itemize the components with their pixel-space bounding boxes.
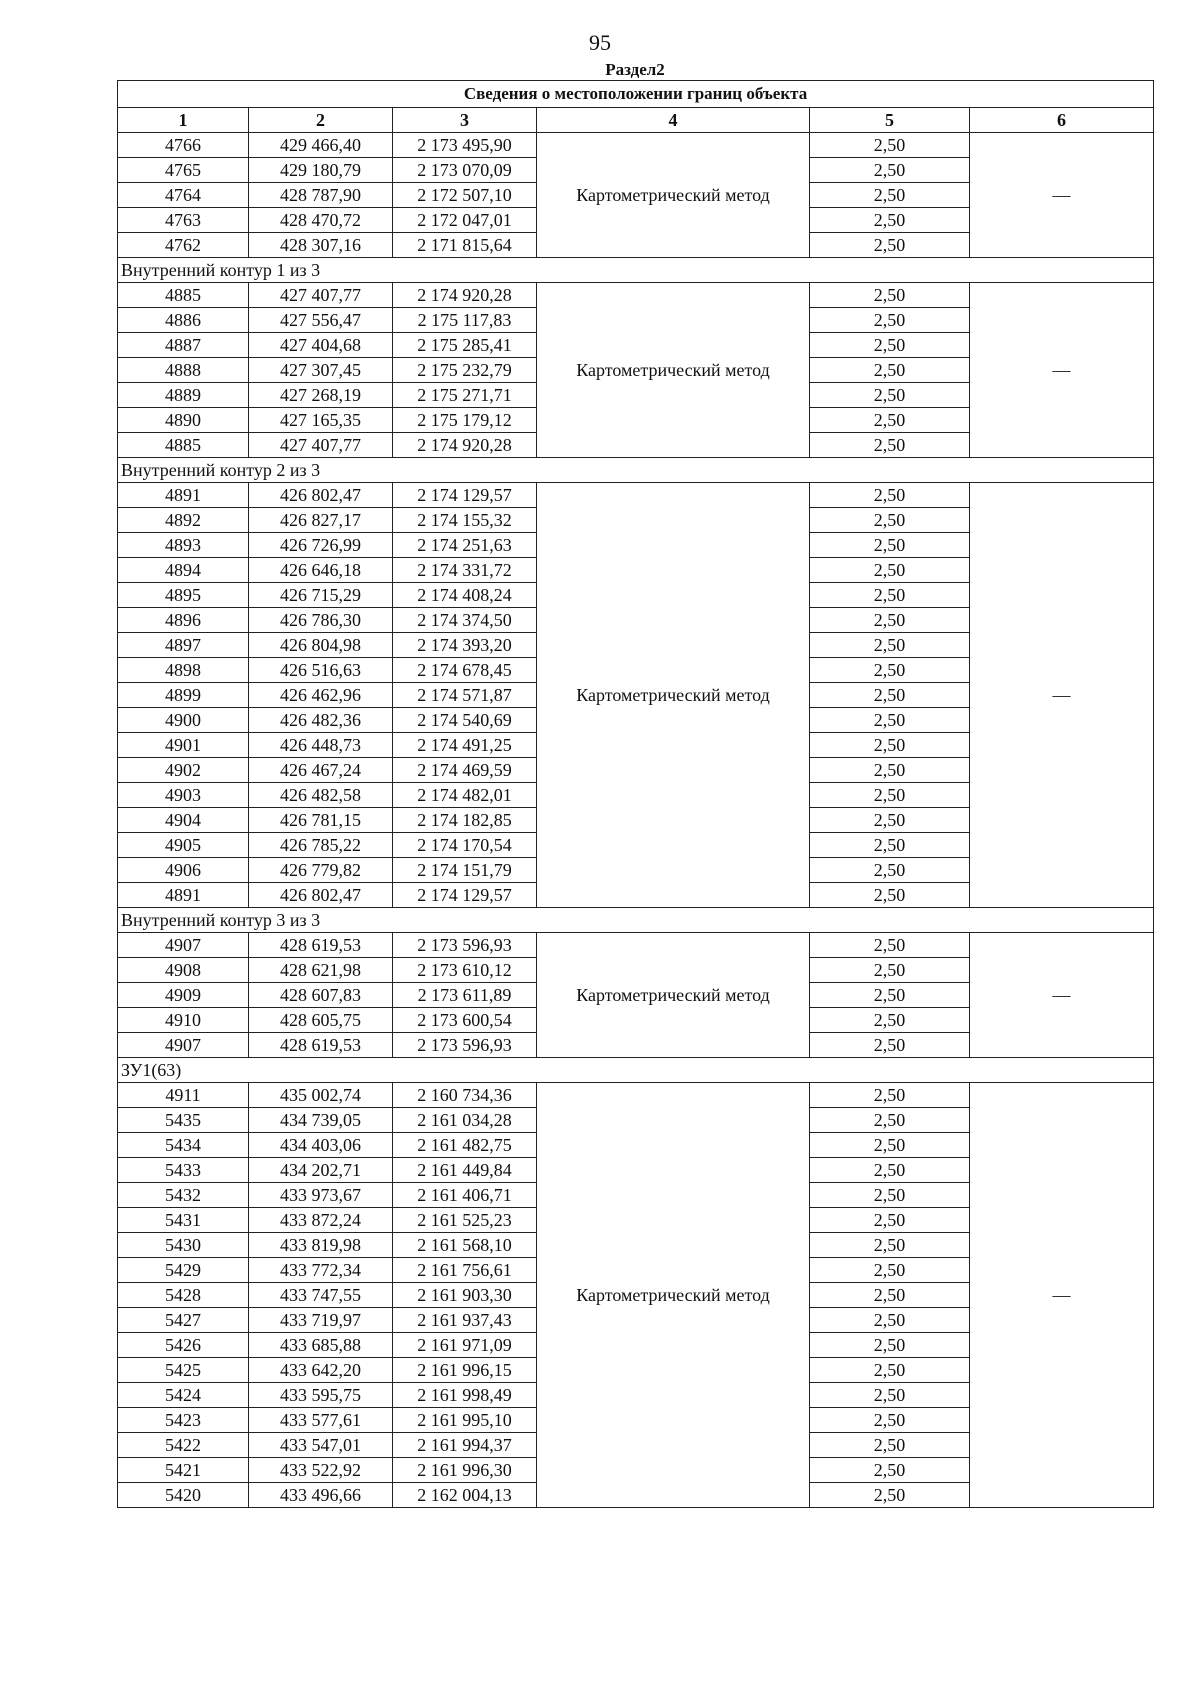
x-coordinate-cell: 426 802,47: [249, 883, 393, 908]
y-coordinate-cell: 2 161 903,30: [393, 1283, 537, 1308]
table-row: [118, 1083, 1154, 1108]
precision-cell: 2,50: [810, 1458, 970, 1483]
y-coordinate-cell: 2 174 540,69: [393, 708, 537, 733]
point-number-cell: 4766: [118, 133, 249, 158]
y-coordinate-cell: 2 161 995,10: [393, 1408, 537, 1433]
point-number-cell: 4896: [118, 608, 249, 633]
precision-cell: 2,50: [810, 1033, 970, 1058]
point-number-cell: 4762: [118, 233, 249, 258]
precision-cell: 2,50: [810, 1133, 970, 1158]
precision-cell: 2,50: [810, 508, 970, 533]
point-number-cell: 4895: [118, 583, 249, 608]
y-coordinate-cell: 2 172 507,10: [393, 183, 537, 208]
y-coordinate-cell: 2 161 406,71: [393, 1183, 537, 1208]
column-6-dash-cell: —: [970, 283, 1154, 458]
x-coordinate-cell: 428 619,53: [249, 933, 393, 958]
precision-cell: 2,50: [810, 158, 970, 183]
y-coordinate-cell: 2 172 047,01: [393, 208, 537, 233]
y-coordinate-cell: 2 161 034,28: [393, 1108, 537, 1133]
y-coordinate-cell: 2 174 251,63: [393, 533, 537, 558]
y-coordinate-cell: 2 174 170,54: [393, 833, 537, 858]
y-coordinate-cell: 2 175 285,41: [393, 333, 537, 358]
y-coordinate-cell: 2 174 678,45: [393, 658, 537, 683]
precision-cell: 2,50: [810, 1108, 970, 1133]
x-coordinate-cell: 427 268,19: [249, 383, 393, 408]
y-coordinate-cell: 2 171 815,64: [393, 233, 537, 258]
table-row: [118, 483, 1154, 508]
precision-cell: 2,50: [810, 383, 970, 408]
x-coordinate-cell: 433 642,20: [249, 1358, 393, 1383]
precision-cell: 2,50: [810, 608, 970, 633]
precision-cell: 2,50: [810, 808, 970, 833]
precision-cell: 2,50: [810, 583, 970, 608]
x-coordinate-cell: 427 307,45: [249, 358, 393, 383]
contour-group-label: Внутренний контур 3 из 3: [118, 908, 1154, 933]
contour-group-label: ЗУ1(63): [118, 1058, 1154, 1083]
point-number-cell: 5435: [118, 1108, 249, 1133]
x-coordinate-cell: 426 448,73: [249, 733, 393, 758]
point-number-cell: 5423: [118, 1408, 249, 1433]
point-number-cell: 4908: [118, 958, 249, 983]
x-coordinate-cell: 428 787,90: [249, 183, 393, 208]
point-number-cell: 5434: [118, 1133, 249, 1158]
method-cell: Картометрический метод: [537, 1083, 810, 1508]
y-coordinate-cell: 2 161 937,43: [393, 1308, 537, 1333]
x-coordinate-cell: 435 002,74: [249, 1083, 393, 1108]
y-coordinate-cell: 2 174 920,28: [393, 433, 537, 458]
x-coordinate-cell: 429 466,40: [249, 133, 393, 158]
y-coordinate-cell: 2 174 331,72: [393, 558, 537, 583]
x-coordinate-cell: 426 779,82: [249, 858, 393, 883]
y-coordinate-cell: 2 174 129,57: [393, 483, 537, 508]
precision-cell: 2,50: [810, 1208, 970, 1233]
x-coordinate-cell: 426 804,98: [249, 633, 393, 658]
column-6-dash-cell: —: [970, 483, 1154, 908]
precision-cell: 2,50: [810, 983, 970, 1008]
y-coordinate-cell: 2 162 004,13: [393, 1483, 537, 1508]
precision-cell: 2,50: [810, 1383, 970, 1408]
precision-cell: 2,50: [810, 433, 970, 458]
point-number-cell: 4889: [118, 383, 249, 408]
point-number-cell: 4887: [118, 333, 249, 358]
x-coordinate-cell: 428 605,75: [249, 1008, 393, 1033]
y-coordinate-cell: 2 160 734,36: [393, 1083, 537, 1108]
point-number-cell: 5432: [118, 1183, 249, 1208]
y-coordinate-cell: 2 161 482,75: [393, 1133, 537, 1158]
precision-cell: 2,50: [810, 358, 970, 383]
point-number-cell: 4765: [118, 158, 249, 183]
x-coordinate-cell: 426 646,18: [249, 558, 393, 583]
x-coordinate-cell: 428 619,53: [249, 1033, 393, 1058]
precision-cell: 2,50: [810, 1233, 970, 1258]
page-number: 95: [589, 30, 611, 55]
precision-cell: 2,50: [810, 958, 970, 983]
y-coordinate-cell: 2 161 568,10: [393, 1233, 537, 1258]
x-coordinate-cell: 427 165,35: [249, 408, 393, 433]
y-coordinate-cell: 2 174 408,24: [393, 583, 537, 608]
y-coordinate-cell: 2 173 596,93: [393, 1033, 537, 1058]
y-coordinate-cell: 2 161 756,61: [393, 1258, 537, 1283]
precision-cell: 2,50: [810, 333, 970, 358]
point-number-cell: 5431: [118, 1208, 249, 1233]
point-number-cell: 4901: [118, 733, 249, 758]
point-number-cell: 5420: [118, 1483, 249, 1508]
point-number-cell: 4897: [118, 633, 249, 658]
y-coordinate-cell: 2 174 920,28: [393, 283, 537, 308]
column-6-dash-cell: —: [970, 133, 1154, 258]
column-6-dash-cell: —: [970, 933, 1154, 1058]
point-number-cell: 5422: [118, 1433, 249, 1458]
contour-group-row: [118, 908, 1154, 933]
contour-group-row: [118, 1058, 1154, 1083]
column-6-dash-cell: —: [970, 1083, 1154, 1508]
contour-group-label: Внутренний контур 1 из 3: [118, 258, 1154, 283]
point-number-cell: 4906: [118, 858, 249, 883]
x-coordinate-cell: 426 781,15: [249, 808, 393, 833]
x-coordinate-cell: 428 470,72: [249, 208, 393, 233]
x-coordinate-cell: 426 482,36: [249, 708, 393, 733]
precision-cell: 2,50: [810, 758, 970, 783]
y-coordinate-cell: 2 175 117,83: [393, 308, 537, 333]
precision-cell: 2,50: [810, 1083, 970, 1108]
x-coordinate-cell: 434 739,05: [249, 1108, 393, 1133]
y-coordinate-cell: 2 161 449,84: [393, 1158, 537, 1183]
y-coordinate-cell: 2 161 525,23: [393, 1208, 537, 1233]
precision-cell: 2,50: [810, 1358, 970, 1383]
point-number-cell: 4890: [118, 408, 249, 433]
point-number-cell: 5421: [118, 1458, 249, 1483]
y-coordinate-cell: 2 161 996,30: [393, 1458, 537, 1483]
point-number-cell: 4900: [118, 708, 249, 733]
x-coordinate-cell: 428 607,83: [249, 983, 393, 1008]
precision-cell: 2,50: [810, 658, 970, 683]
point-number-cell: 4894: [118, 558, 249, 583]
precision-cell: 2,50: [810, 933, 970, 958]
x-coordinate-cell: 426 516,63: [249, 658, 393, 683]
y-coordinate-cell: 2 174 182,85: [393, 808, 537, 833]
x-coordinate-cell: 428 307,16: [249, 233, 393, 258]
y-coordinate-cell: 2 161 996,15: [393, 1358, 537, 1383]
table-row: [118, 133, 1154, 158]
precision-cell: 2,50: [810, 183, 970, 208]
x-coordinate-cell: 433 547,01: [249, 1433, 393, 1458]
y-coordinate-cell: 2 161 971,09: [393, 1333, 537, 1358]
x-coordinate-cell: 433 872,24: [249, 1208, 393, 1233]
column-header-2: 2: [249, 108, 393, 133]
x-coordinate-cell: 427 407,77: [249, 283, 393, 308]
y-coordinate-cell: 2 174 491,25: [393, 733, 537, 758]
point-number-cell: 4905: [118, 833, 249, 858]
point-number-cell: 4907: [118, 1033, 249, 1058]
point-number-cell: 4907: [118, 933, 249, 958]
x-coordinate-cell: 426 726,99: [249, 533, 393, 558]
precision-cell: 2,50: [810, 1408, 970, 1433]
table-row: [118, 283, 1154, 308]
y-coordinate-cell: 2 173 070,09: [393, 158, 537, 183]
precision-cell: 2,50: [810, 833, 970, 858]
point-number-cell: 5429: [118, 1258, 249, 1283]
precision-cell: 2,50: [810, 408, 970, 433]
precision-cell: 2,50: [810, 483, 970, 508]
x-coordinate-cell: 433 772,34: [249, 1258, 393, 1283]
y-coordinate-cell: 2 161 994,37: [393, 1433, 537, 1458]
x-coordinate-cell: 429 180,79: [249, 158, 393, 183]
x-coordinate-cell: 427 404,68: [249, 333, 393, 358]
y-coordinate-cell: 2 173 600,54: [393, 1008, 537, 1033]
point-number-cell: 4891: [118, 483, 249, 508]
point-number-cell: 4911: [118, 1083, 249, 1108]
precision-cell: 2,50: [810, 708, 970, 733]
point-number-cell: 5428: [118, 1283, 249, 1308]
table-body: [118, 133, 1154, 1508]
x-coordinate-cell: 434 202,71: [249, 1158, 393, 1183]
point-number-cell: 4903: [118, 783, 249, 808]
method-cell: Картометрический метод: [537, 283, 810, 458]
point-number-cell: 5424: [118, 1383, 249, 1408]
precision-cell: 2,50: [810, 1483, 970, 1508]
point-number-cell: 4885: [118, 283, 249, 308]
point-number-cell: 4891: [118, 883, 249, 908]
point-number-cell: 4893: [118, 533, 249, 558]
column-header-4: 4: [537, 108, 810, 133]
precision-cell: 2,50: [810, 1308, 970, 1333]
point-number-cell: 4898: [118, 658, 249, 683]
precision-cell: 2,50: [810, 783, 970, 808]
point-number-cell: 5433: [118, 1158, 249, 1183]
precision-cell: 2,50: [810, 1433, 970, 1458]
precision-cell: 2,50: [810, 733, 970, 758]
x-coordinate-cell: 426 715,29: [249, 583, 393, 608]
x-coordinate-cell: 433 973,67: [249, 1183, 393, 1208]
x-coordinate-cell: 433 719,97: [249, 1308, 393, 1333]
column-header-5: 5: [810, 108, 970, 133]
y-coordinate-cell: 2 161 998,49: [393, 1383, 537, 1408]
y-coordinate-cell: 2 173 495,90: [393, 133, 537, 158]
x-coordinate-cell: 433 522,92: [249, 1458, 393, 1483]
y-coordinate-cell: 2 174 571,87: [393, 683, 537, 708]
point-number-cell: 4904: [118, 808, 249, 833]
y-coordinate-cell: 2 173 610,12: [393, 958, 537, 983]
column-header-3: 3: [393, 108, 537, 133]
point-number-cell: 5426: [118, 1333, 249, 1358]
point-number-cell: 4764: [118, 183, 249, 208]
y-coordinate-cell: 2 173 596,93: [393, 933, 537, 958]
column-header-6: 6: [970, 108, 1154, 133]
y-coordinate-cell: 2 174 482,01: [393, 783, 537, 808]
contour-group-row: [118, 258, 1154, 283]
column-header-1: 1: [118, 108, 249, 133]
section-title: Раздел2: [605, 60, 665, 79]
point-number-cell: 4888: [118, 358, 249, 383]
point-number-cell: 4910: [118, 1008, 249, 1033]
x-coordinate-cell: 433 577,61: [249, 1408, 393, 1433]
y-coordinate-cell: 2 174 393,20: [393, 633, 537, 658]
point-number-cell: 4909: [118, 983, 249, 1008]
point-number-cell: 4902: [118, 758, 249, 783]
precision-cell: 2,50: [810, 683, 970, 708]
boundary-coordinates-table: [117, 80, 1154, 1508]
precision-cell: 2,50: [810, 533, 970, 558]
x-coordinate-cell: 426 785,22: [249, 833, 393, 858]
y-coordinate-cell: 2 174 374,50: [393, 608, 537, 633]
x-coordinate-cell: 433 685,88: [249, 1333, 393, 1358]
precision-cell: 2,50: [810, 558, 970, 583]
point-number-cell: 5427: [118, 1308, 249, 1333]
x-coordinate-cell: 433 747,55: [249, 1283, 393, 1308]
x-coordinate-cell: 433 819,98: [249, 1233, 393, 1258]
precision-cell: 2,50: [810, 283, 970, 308]
x-coordinate-cell: 426 462,96: [249, 683, 393, 708]
point-number-cell: 4899: [118, 683, 249, 708]
precision-cell: 2,50: [810, 233, 970, 258]
contour-group-label: Внутренний контур 2 из 3: [118, 458, 1154, 483]
precision-cell: 2,50: [810, 133, 970, 158]
y-coordinate-cell: 2 175 232,79: [393, 358, 537, 383]
point-number-cell: 4763: [118, 208, 249, 233]
point-number-cell: 4886: [118, 308, 249, 333]
y-coordinate-cell: 2 174 129,57: [393, 883, 537, 908]
method-cell: Картометрический метод: [537, 483, 810, 908]
precision-cell: 2,50: [810, 1283, 970, 1308]
method-cell: Картометрический метод: [537, 933, 810, 1058]
x-coordinate-cell: 433 496,66: [249, 1483, 393, 1508]
x-coordinate-cell: 428 621,98: [249, 958, 393, 983]
x-coordinate-cell: 426 802,47: [249, 483, 393, 508]
x-coordinate-cell: 426 786,30: [249, 608, 393, 633]
table-header: [118, 81, 1154, 133]
x-coordinate-cell: 434 403,06: [249, 1133, 393, 1158]
x-coordinate-cell: 427 556,47: [249, 308, 393, 333]
x-coordinate-cell: 427 407,77: [249, 433, 393, 458]
point-number-cell: 4885: [118, 433, 249, 458]
precision-cell: 2,50: [810, 633, 970, 658]
point-number-cell: 5425: [118, 1358, 249, 1383]
y-coordinate-cell: 2 175 179,12: [393, 408, 537, 433]
table-caption: Сведения о местоположении границ объекта: [118, 81, 1154, 108]
contour-group-row: [118, 458, 1154, 483]
y-coordinate-cell: 2 173 611,89: [393, 983, 537, 1008]
precision-cell: 2,50: [810, 883, 970, 908]
precision-cell: 2,50: [810, 1183, 970, 1208]
table-row: [118, 933, 1154, 958]
x-coordinate-cell: 426 482,58: [249, 783, 393, 808]
precision-cell: 2,50: [810, 1008, 970, 1033]
x-coordinate-cell: 426 467,24: [249, 758, 393, 783]
y-coordinate-cell: 2 174 151,79: [393, 858, 537, 883]
point-number-cell: 4892: [118, 508, 249, 533]
precision-cell: 2,50: [810, 858, 970, 883]
method-cell: Картометрический метод: [537, 133, 810, 258]
precision-cell: 2,50: [810, 1333, 970, 1358]
point-number-cell: 5430: [118, 1233, 249, 1258]
precision-cell: 2,50: [810, 308, 970, 333]
precision-cell: 2,50: [810, 208, 970, 233]
y-coordinate-cell: 2 175 271,71: [393, 383, 537, 408]
precision-cell: 2,50: [810, 1258, 970, 1283]
precision-cell: 2,50: [810, 1158, 970, 1183]
x-coordinate-cell: 433 595,75: [249, 1383, 393, 1408]
x-coordinate-cell: 426 827,17: [249, 508, 393, 533]
y-coordinate-cell: 2 174 155,32: [393, 508, 537, 533]
y-coordinate-cell: 2 174 469,59: [393, 758, 537, 783]
